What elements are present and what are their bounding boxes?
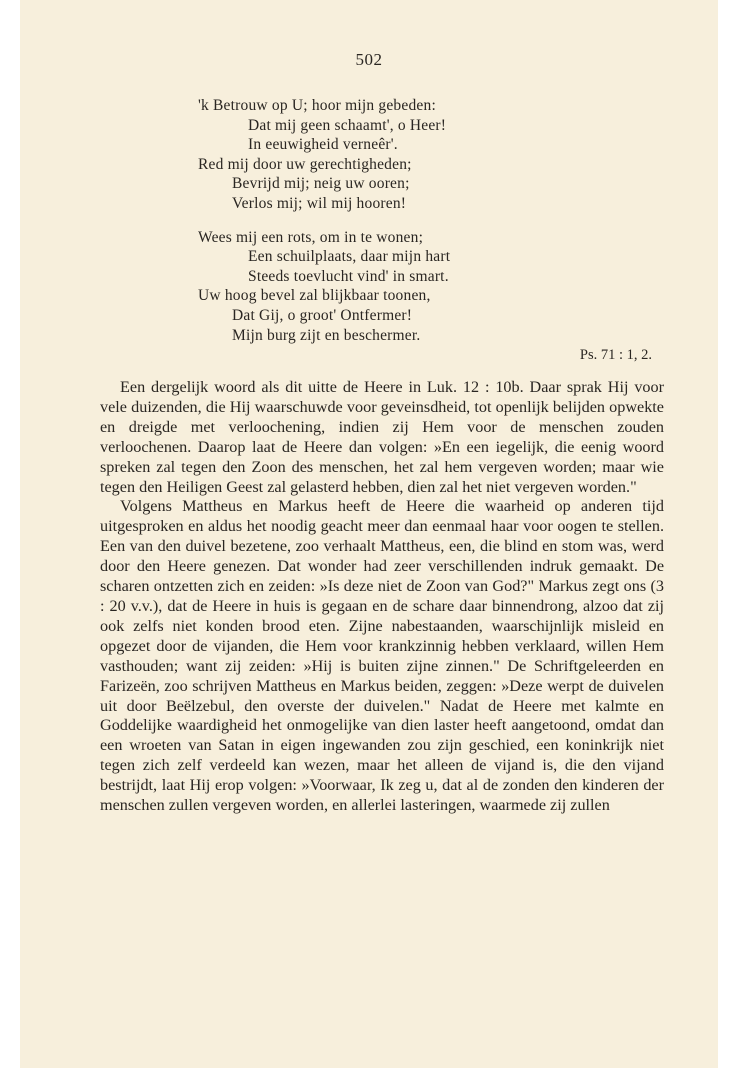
poem-line: Uw hoog bevel zal blijkbaar toonen,	[198, 287, 431, 305]
poem-line: Bevrijd mij; neig uw ooren;	[232, 175, 410, 193]
poem-line: Red mij door uw gerechtigheden;	[198, 155, 412, 173]
poem-line: In eeuwigheid verneêr'.	[248, 136, 398, 154]
poem-line: Dat Gij, o groot' Ontfermer!	[232, 306, 413, 324]
poem-line: Wees mij een rots, om in te wonen;	[198, 228, 424, 246]
paragraph: Een dergelijk woord als dit uitte de Heere in Luk. 12 : 10b. Daar sprak Hij voor vele duizenden, die Hij waarschuwde voor geveinsdheid, tot openlijk belijden opwekte en dreigde met verloochening, indien zij Hem voor de menschen zouden verloochenen. Daarop laat de Heere dan volgen: »En een iegelijk, die eenig woord spreken zal tegen den Zoon des menschen, het zal hem vergeven worden; maar wie tegen den Heiligen Geest zal gelasterd hebben, dien zal het niet vergeven worden."	[100, 378, 664, 496]
poem-line: Dat mij geen schaamt', o Heer!	[248, 116, 447, 134]
page-number: 502	[355, 50, 383, 69]
poem-line: Mijn burg zijt en beschermer.	[232, 326, 421, 344]
poem-line: 'k Betrouw op U; hoor mijn gebeden:	[198, 97, 436, 114]
psalm-reference: Ps. 71 : 1, 2.	[579, 347, 652, 363]
poem-line: Verlos mij; wil mij hooren!	[232, 194, 407, 212]
poem-line: Steeds toevlucht vind' in smart.	[248, 267, 449, 285]
poem-line: Een schuilplaats, daar mijn hart	[248, 248, 451, 266]
stanza	[20, 228, 718, 346]
paragraph: Volgens Mattheus en Markus heeft de Heere die waarheid op anderen tijd uitgesproken en aldus het noodig geacht meer dan eenmaal haar voor oogen te stellen. Een van den duivel bezetene, zoo verhaalt Mattheus, een, die blind en stom was, werd door den Heere genezen. Dat wonder had zeer verschillenden indruk gemaakt. De scharen ontzetten zich en zeiden: »Is deze niet de Zoon van God?" Markus zegt ons (3 : 20 v.v.), dat de Heere in huis is gegaan en de schare daar binnendrong, alzoo dat zij ook zelfs niet konden brood eten. Zijne nabestaanden, waarschijnlijk misleid en opgezet door de vijanden, die Hem voor krankzinnig hebben verklaard, willen Hem vasthouden; want zij zeiden: »Hij is buiten zijne zinnen." De Schriftgeleerden en Farizeën, zoo schrijven Mattheus en Markus beiden, zeggen: »Deze werpt de duivelen uit door Beëlzebul, den overste der duivelen." Nadat de Heere met kalmte en Goddelijke waardigheid het onmogelijke van dien laster heeft aangetoond, omdat dan een wroeten van Satan in eigen ingewanden zou zijn geschied, een koninkrijk niet tegen zich zelf verdeeld kan wezen, maar het alleen de vijand is, die den vijand bestrijdt, laat Hij erop volgen: »Voorwaar, Ik zeg u, dat al de zonden den kinderen der menschen zullen vergeven worden, en allerlei lasteringen, waarmede zij zullen	[100, 497, 664, 815]
stanza	[20, 96, 718, 214]
book-page	[20, 0, 718, 1068]
body-text	[100, 378, 664, 816]
psalm-verse	[20, 96, 718, 345]
